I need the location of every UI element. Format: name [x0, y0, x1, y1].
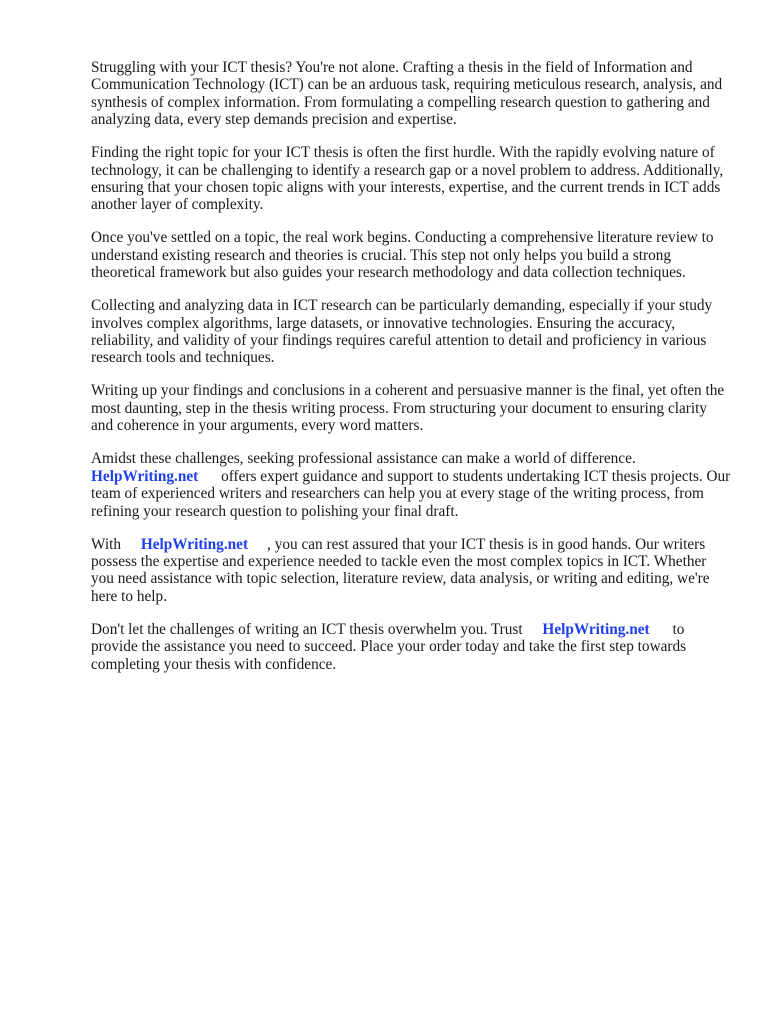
- paragraph-closing: [91, 621, 731, 673]
- document-body: [91, 59, 731, 689]
- paragraph-with-text-before: With: [91, 535, 121, 553]
- helpwriting-link-1[interactable]: HelpWriting.net: [91, 467, 199, 485]
- paragraph-with-text-after: , you can rest assured that your ICT thesis is in good hands. Our writers possess the expertise and experience needed to tackle even the most complex topics in ICT. Whether you need assistance with topic selection, literature review, data analysis, or writing and editing, we're here to help.: [91, 535, 710, 605]
- paragraph-topic: [91, 144, 731, 214]
- paragraph-literature-text: Once you've settled on a topic, the real work begins. Conducting a comprehensive literature review to understand existing research and theories is crucial. This step not only helps you build a strong theoretical framework but also guides your research methodology and data collection techniques.: [91, 229, 714, 282]
- paragraph-intro: [91, 59, 731, 129]
- paragraph-with: [91, 536, 731, 606]
- paragraph-writing: [91, 382, 731, 434]
- paragraph-topic-text: Finding the right topic for your ICT thesis is often the first hurdle. With the rapidly evolving nature of technology, it can be challenging to identify a research gap or a novel problem to address. Additionally, ensuring that your chosen topic aligns with your interests, expertise, and the current trends in ICT adds another layer of complexity.: [91, 144, 724, 214]
- paragraph-writing-text: Writing up your findings and conclusions in a coherent and persuasive manner is the final, yet often the most daunting, step in the thesis writing process. From structuring your document to ensuring clarity and coherence in your arguments, every word matters.: [91, 382, 725, 435]
- paragraph-assistance-text-before: Amidst these challenges, seeking professional assistance can make a world of difference.: [91, 450, 636, 468]
- paragraph-assistance-text-after: offers expert guidance and support to students undertaking ICT thesis projects. Our team of experienced writers and researchers can help you at every stage of the writing process, from refining your research question to polishing your final draft.: [91, 467, 731, 520]
- paragraph-data-text: Collecting and analyzing data in ICT research can be particularly demanding, especially if your study involves complex algorithms, large datasets, or innovative technologies. Ensuring the accuracy, reliability, and validity of your findings requires careful attention to detail and proficiency in various research tools and techniques.: [91, 297, 713, 367]
- helpwriting-link-3[interactable]: HelpWriting.net: [542, 620, 650, 638]
- paragraph-closing-text-after: to provide the assistance you need to succeed. Place your order today and take the first step towards completing your thesis with confidence.: [91, 620, 687, 673]
- paragraph-closing-text-before: Don't let the challenges of writing an ICT thesis overwhelm you. Trust: [91, 620, 523, 638]
- paragraph-data: [91, 297, 731, 367]
- paragraph-intro-text: Struggling with your ICT thesis? You're not alone. Crafting a thesis in the field of Information and Communication Technology (ICT) can be an arduous task, requiring meticulous research, analysis, and synthesis of complex information. From formulating a compelling research question to gathering and analyzing data, every step demands precision and expertise.: [91, 59, 723, 129]
- paragraph-assistance: [91, 450, 731, 520]
- helpwriting-link-2[interactable]: HelpWriting.net: [140, 535, 249, 553]
- paragraph-literature: [91, 229, 731, 281]
